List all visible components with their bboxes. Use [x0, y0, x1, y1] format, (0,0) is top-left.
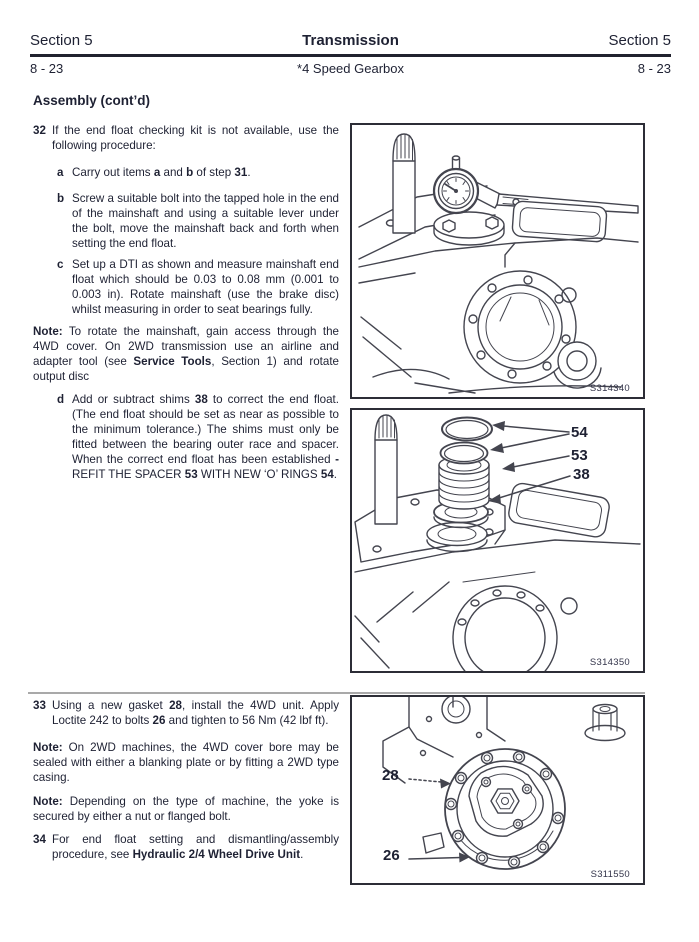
step-32a [57, 165, 339, 180]
callout-53: 53 [571, 447, 588, 464]
step-32b-letter: b [57, 192, 65, 205]
figure-4wd-unit [350, 695, 645, 885]
step-32d-text: Add or subtract shims 38 to correct the end float. (The end float should be set as near as possible to the minimum tolerance.) The shims must only be fitted between the bearing outer race and spacer. When the correct end float has been established - REFIT THE SPACER 53 WITH NEW ‘O’ RINGS 54. [72, 393, 339, 481]
page-header-row-1 [30, 32, 671, 49]
note-2wd-machines: Note: On 2WD machines, the 4WD cover bore may be sealed with either a blanking plate or by fitting a 2WD type casing. [33, 741, 339, 784]
text-column-top [33, 123, 339, 482]
note-yoke: Note: Depending on the type of machine, the yoke is secured by either a nut or flanged bolt. [33, 795, 339, 823]
section-divider-rule [28, 692, 645, 694]
callout-54: 54 [571, 424, 588, 441]
step-32c-letter: c [57, 258, 64, 271]
callout-38: 38 [573, 466, 590, 483]
step-32d-letter: d [57, 393, 65, 406]
header-section-right: Section 5 [608, 32, 672, 49]
gearbox-dti-drawing [352, 125, 643, 397]
step-32-text: If the end float checking kit is not available, use the following procedure: [52, 124, 339, 152]
text-column-bottom [33, 698, 339, 862]
figure-3-code: S311550 [590, 869, 630, 880]
figure-1-code: S314340 [589, 383, 630, 394]
callout-28: 28 [382, 767, 399, 784]
page-number-right: 8 - 23 [637, 61, 672, 76]
header-section-left: Section 5 [30, 32, 93, 49]
page-header-row-2 [30, 61, 671, 76]
step-32b-text: Screw a suitable bolt into the tapped hole in the end of the mainshaft and using a suitable lever under the bolt, move the mainshaft back and forth when setting the end float. [72, 192, 339, 250]
figure-2-code: S314350 [589, 657, 630, 668]
step-32b [57, 191, 339, 251]
step-32c [57, 257, 339, 317]
step-33 [33, 698, 339, 728]
step-32-number: 32 [33, 124, 46, 137]
step-33-text: Using a new gasket 28, install the 4WD unit. Apply Loctite 242 to bolts 26 and tighten to 56 Nm (42 lbf ft). [52, 699, 340, 727]
header-rule [30, 54, 671, 57]
header-chapter-title: Transmission [302, 32, 399, 49]
step-34-text: For end float setting and dismantling/assembly procedure, see Hydraulic 2/4 Wheel Drive Unit. [52, 833, 339, 861]
callout-26: 26 [383, 847, 400, 864]
step-33-number: 33 [33, 699, 46, 712]
step-32 [33, 123, 339, 153]
gearbox-exploded-stack-drawing [352, 410, 643, 671]
note-rotate-mainshaft: Note: To rotate the mainshaft, gain access through the 4WD cover. On 2WD transmission use an airline and adapter tool (see Service Tools, Section 1) and rotate output disc [33, 325, 340, 383]
step-32d [57, 392, 339, 482]
header-subtitle: *4 Speed Gearbox [297, 61, 404, 76]
step-34 [33, 832, 339, 862]
figure-dti-measurement [350, 123, 645, 399]
step-32a-text: Carry out items a and b of step 31. [72, 166, 251, 179]
step-32c-text: Set up a DTI as shown and measure mainshaft end float which should be 0.03 to 0.08 mm (0.001 to 0.003 in). Rotate mainshaft (use the brake disc) whilst measuring in order to seat bearings fully. [72, 258, 339, 316]
figure-shims-spacer-orings [350, 408, 645, 673]
step-32a-letter: a [57, 166, 64, 179]
step-34-number: 34 [33, 833, 46, 846]
section-heading: Assembly (cont’d) [33, 93, 151, 108]
page-number-left: 8 - 23 [30, 61, 64, 76]
